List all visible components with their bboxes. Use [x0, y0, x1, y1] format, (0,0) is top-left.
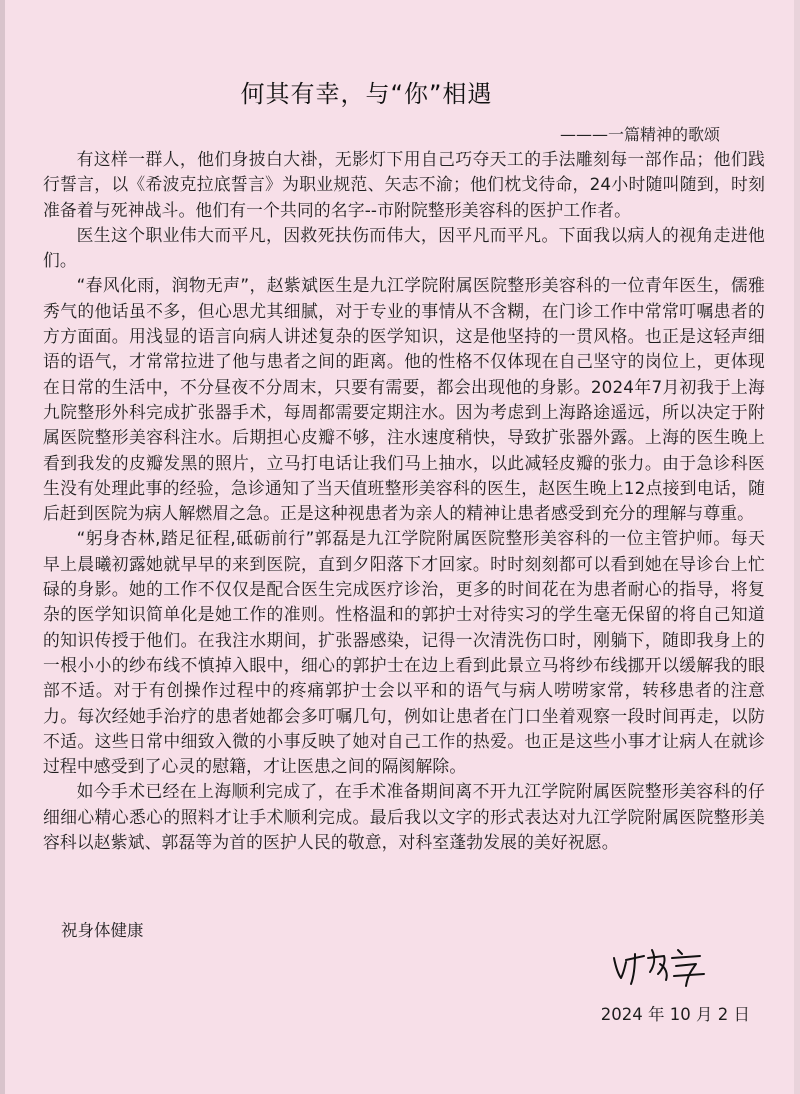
handwritten-signature: [604, 944, 724, 990]
paragraph: “躬身杏林,踏足征程,砥砺前行”郭磊是九江学院附属医院整形美容科的一位主管护师。每天早上晨曦初露她就早早的来到医院，直到夕阳落下才回家。时时刻刻都可以看到她在导诊台上忙碌的身影。她的工作不仅仅是配合医生完成医疗诊治，更多的时间花在为患者耐心的指导，将复杂的医学知识简单化是她工作的准则。性格温和的郭护士对待实习的学生毫无保留的将自己知道的知识传授于他们。在我注水期间，扩张器感染，记得一次清洗伤口时，刚躺下，随即我身上的一根小小的纱布线不慎掉入眼中，细心的郭护士在边上看到此景立马将纱布线挪开以缓解我的眼部不适。对于有创操作过程中的疼痛郭护士会以平和的语气与病人唠唠家常，转移患者的注意力。每次经她手治疗的患者她都会多叮嘱几句，例如让患者在门口坐着观察一段时间再走，以防不适。这些日常中细致入微的小事反映了她对自己工作的热爱。也正是这些小事才让病人在就诊过程中感受到了心灵的慰籍，才让医患之间的隔阂解除。: [43, 528, 765, 777]
paragraph: 医生这个职业伟大而平凡，因救死扶伤而伟大，因平凡而平凡。下面我以病人的视角走进他们。: [43, 224, 765, 271]
letter-date: 2024 年 10 月 2 日: [600, 1005, 750, 1024]
letter-body: [43, 147, 765, 855]
page-edge-left: [0, 0, 5, 1094]
paragraph: 如今手术已经在上海顺利完成了，在手术准备期间离不开九江学院附属医院整形美容科的仔细细心精心悉心的照料才让手术顺利完成。最后我以文字的形式表达对九江学院附属医院整形美容科以赵紫斌、郭磊等为首的医护人民的敬意，对科室蓬勃发展的美好祝愿。: [43, 781, 765, 853]
letter-subtitle: ———一篇精神的歌颂: [559, 125, 720, 144]
letter-title: 何其有幸，与“你”相遇: [240, 80, 493, 108]
page-edge-right: [794, 0, 800, 1094]
closing-line: 祝身体健康: [61, 921, 144, 940]
paragraph: 有这样一群人，他们身披白大褂，无影灯下用自己巧夺天工的手法雕刻每一部作品；他们践行誓言，以《希波克拉底誓言》为职业规范、矢志不渝；他们枕戈待命，24小时随叫随到，时刻准备着与死神战斗。他们有一个共同的名字--市附院整形美容科的医护工作者。: [43, 149, 765, 220]
paragraph: “春风化雨，润物无声”，赵紫斌医生是九江学院附属医院整形美容科的一位青年医生，儒雅秀气的他话虽不多，但心思尤其细腻，对于专业的事情从不含糊，在门诊工作中常常叮嘱患者的方方面面。用浅显的语言向病人讲述复杂的医学知识，这是他坚持的一贯风格。也正是这轻声细语的语气，才常常拉进了他与患者之间的距离。他的性格不仅体现在自己坚守的岗位上，更体现在日常的生活中，不分昼夜不分周末，只要有需要，都会出现他的身影。2024年7月初我于上海九院整形外科完成扩张器手术，每周都需要定期注水。因为考虑到上海路途遥远，所以决定于附属医院整形美容科注水。后期担心皮瓣不够，注水速度稍快，导致扩张器外露。上海的医生晚上看到我发的皮瓣发黑的照片，立马打电话让我们马上抽水，以此减轻皮瓣的张力。由于急诊科医生没有处理此事的经验，急诊通知了当天值班整形美容科的医生，赵医生晚上12点接到电话，随后赶到医院为病人解燃眉之急。正是这种视患者为亲人的精神让患者感受到充分的理解与尊重。: [43, 275, 765, 524]
